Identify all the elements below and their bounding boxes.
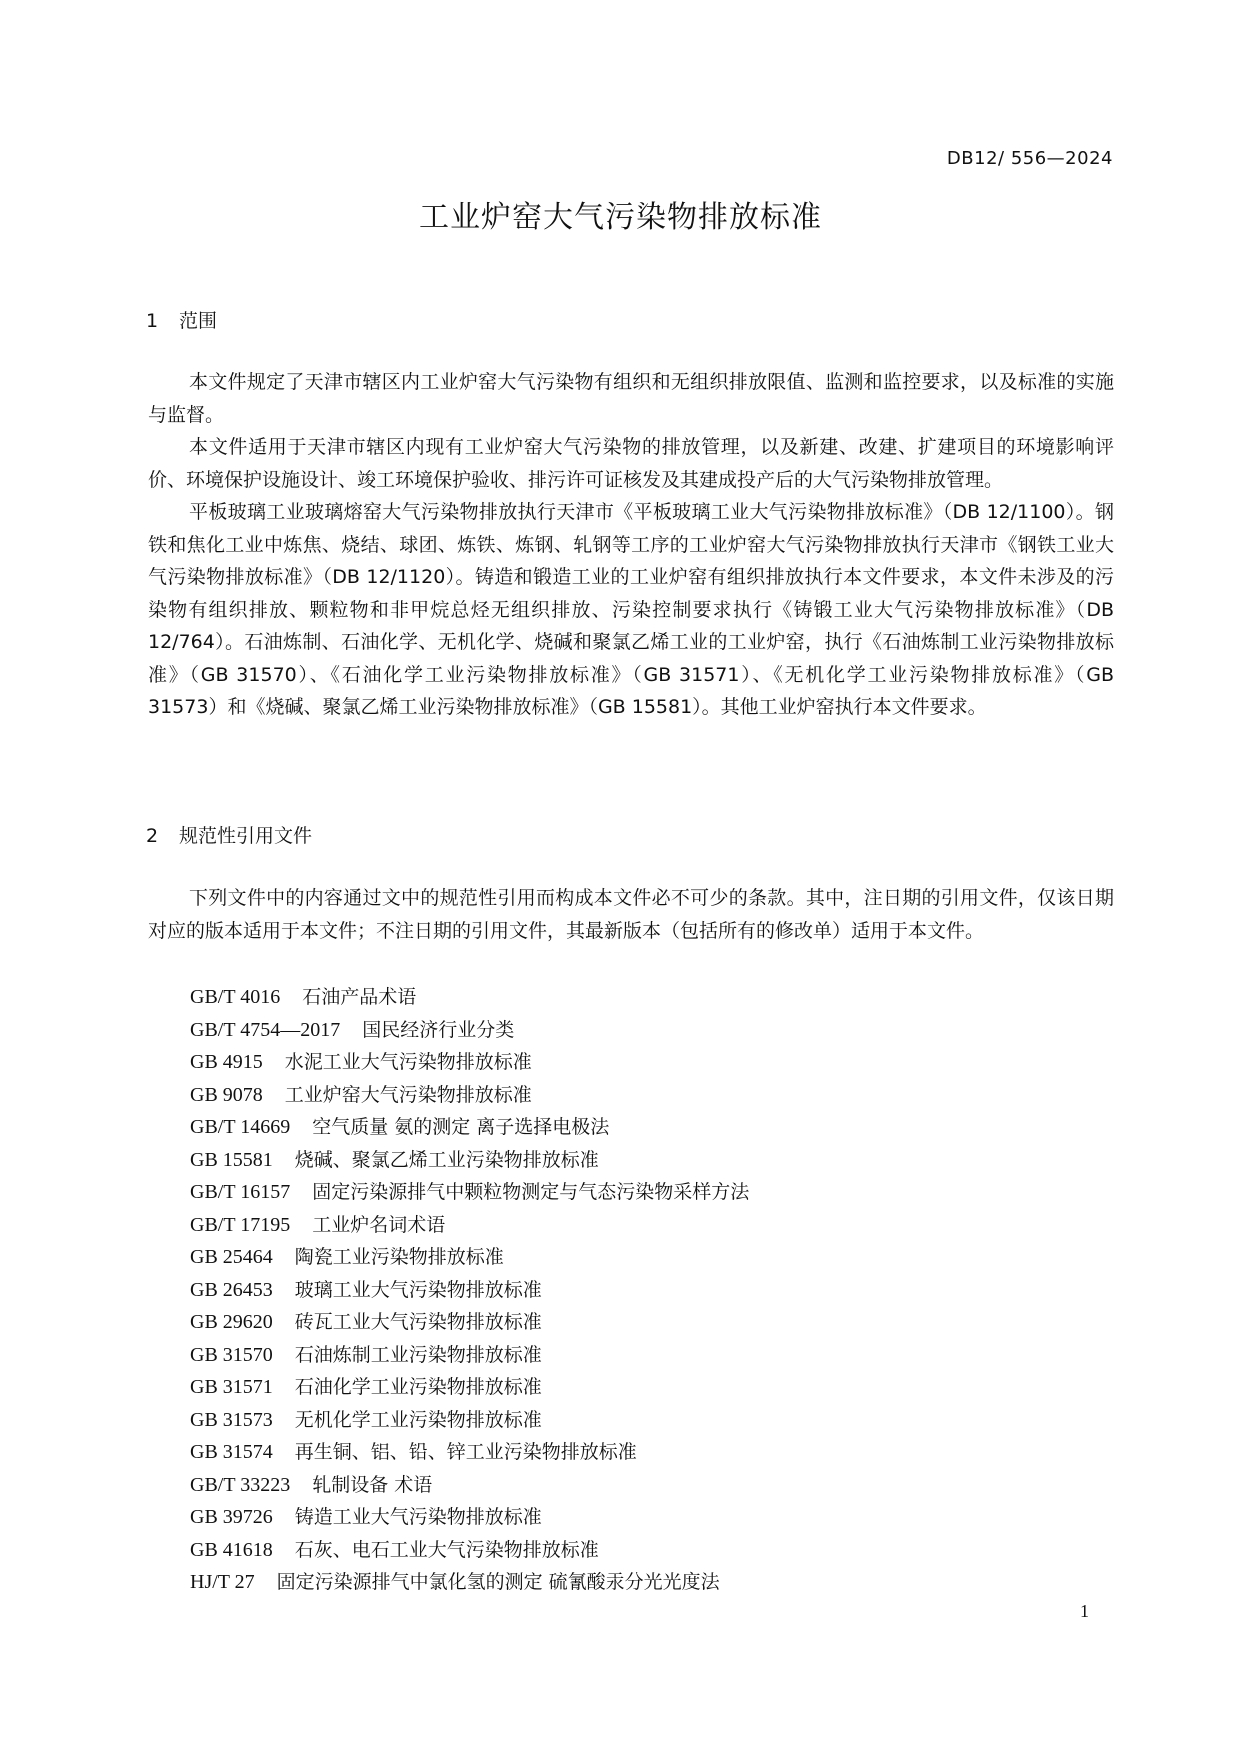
reference-item (190, 1469, 749, 1502)
reference-code: GB 41618 (190, 1538, 273, 1561)
reference-item (190, 1241, 749, 1274)
section-number: 2 (146, 825, 159, 847)
reference-item (190, 981, 749, 1014)
reference-title: 石灰、电石工业大气污染物排放标准 (294, 1538, 599, 1561)
section-body-scope (148, 366, 1114, 724)
reference-item (190, 1501, 749, 1534)
reference-item (190, 1371, 749, 1404)
reference-item (190, 1274, 749, 1307)
paragraph: 本文件规定了天津市辖区内工业炉窑大气污染物有组织和无组织排放限值、监测和监控要求，以及标准的实施与监督。 (148, 371, 1114, 426)
reference-title: 烧碱、聚氯乙烯工业污染物排放标准 (294, 1148, 599, 1171)
reference-title: 轧制设备 术语 (312, 1473, 433, 1496)
reference-code: GB 9078 (190, 1083, 263, 1106)
reference-item (190, 1111, 749, 1144)
section-heading-scope (146, 306, 217, 333)
paragraph: 下列文件中的内容通过文中的规范性引用而构成本文件必不可少的条款。其中，注日期的引用文件，仅该日期对应的版本适用于本文件；不注日期的引用文件，其最新版本（包括所有的修改单）适用于本文件。 (148, 887, 1114, 942)
section-title: 规范性引用文件 (179, 825, 313, 847)
reference-code: GB 31573 (190, 1408, 273, 1431)
reference-code: GB 26453 (190, 1278, 273, 1301)
section-heading-normative-references (146, 821, 312, 848)
reference-item (190, 1404, 749, 1437)
reference-title: 无机化学工业污染物排放标准 (294, 1408, 542, 1431)
reference-item (190, 1046, 749, 1079)
reference-title: 工业炉名词术语 (312, 1213, 446, 1236)
reference-item (190, 1534, 749, 1567)
reference-code: GB/T 4016 (190, 986, 281, 1008)
paragraph: 本文件适用于天津市辖区内现有工业炉窑大气污染物的排放管理，以及新建、改建、扩建项目的环境影响评价、环境保护设施设计、竣工环境保护验收、排污许可证核发及其建成投产后的大气污染物排放管理。 (148, 436, 1114, 491)
reference-code: GB 31570 (190, 1343, 273, 1366)
reference-item (190, 1209, 749, 1242)
reference-item (190, 1144, 749, 1177)
reference-code: GB/T 4754—2017 (190, 1018, 341, 1041)
reference-code: HJ/T 27 (190, 1571, 255, 1593)
reference-code: GB/T 17195 (190, 1213, 291, 1236)
reference-item (190, 1566, 749, 1599)
reference-title: 再生铜、铝、铅、锌工业污染物排放标准 (294, 1441, 637, 1463)
reference-code: GB 29620 (190, 1311, 273, 1333)
reference-title: 国民经济行业分类 (362, 1018, 515, 1041)
reference-code: GB 25464 (190, 1246, 273, 1268)
reference-title: 石油化学工业污染物排放标准 (294, 1376, 542, 1398)
document-title: 工业炉窑大气污染物排放标准 (419, 200, 822, 235)
reference-title: 石油炼制工业污染物排放标准 (294, 1343, 542, 1366)
section-body-normative-references (148, 882, 1114, 947)
paragraph: 平板玻璃工业玻璃熔窑大气污染物排放执行天津市《平板玻璃工业大气污染物排放标准》（DB 12/1100）。钢铁和焦化工业中炼焦、烧结、球团、炼铁、炼钢、轧钢等工序的工业炉窑大气污染物排放执行天津市《钢铁工业大气污染物排放标准》（DB 12/1120）。铸造和锻造工业的工业炉窑有组织排放执行本文件要求，本文件未涉及的污染物有组织排放、颗粒物和非甲烷总烃无组织排放、污染控制要求执行《铸锻工业大气污染物排放标准》（DB 12/764）。石油炼制、石油化学、无机化学、烧碱和聚氯乙烯工业的工业炉窑，执行《石油炼制工业污染物排放标准》（GB 31570）、《石油化学工业污染物排放标准》（GB 31571）、《无机化学工业污染物排放标准》（GB 31573）和《烧碱、聚氯乙烯工业污染物排放标准》（GB 15581）。其他工业炉窑执行本文件要求。 (148, 501, 1114, 718)
reference-title: 玻璃工业大气污染物排放标准 (294, 1278, 542, 1301)
reference-title: 砖瓦工业大气污染物排放标准 (294, 1311, 542, 1333)
reference-code: GB/T 16157 (190, 1181, 291, 1203)
reference-item (190, 1436, 749, 1469)
reference-list (190, 981, 749, 1599)
section-number: 1 (146, 310, 159, 332)
reference-title: 固定污染源排气中颗粒物测定与气态污染物采样方法 (312, 1181, 750, 1203)
reference-code: GB 4915 (190, 1051, 263, 1073)
reference-item (190, 1339, 749, 1372)
reference-code: GB/T 14669 (190, 1116, 291, 1138)
reference-title: 固定污染源排气中氯化氢的测定 硫氰酸汞分光光度法 (276, 1571, 720, 1593)
page-number: 1 (1080, 1601, 1089, 1621)
reference-title: 空气质量 氨的测定 离子选择电极法 (312, 1116, 610, 1138)
reference-item (190, 1306, 749, 1339)
reference-item (190, 1014, 749, 1047)
reference-code: GB 31571 (190, 1376, 273, 1398)
document-code: DB12/ 556—2024 (946, 148, 1113, 169)
reference-title: 水泥工业大气污染物排放标准 (284, 1051, 532, 1073)
reference-code: GB 39726 (190, 1506, 273, 1528)
reference-title: 陶瓷工业污染物排放标准 (294, 1246, 504, 1268)
reference-title: 铸造工业大气污染物排放标准 (294, 1506, 542, 1528)
reference-code: GB/T 33223 (190, 1473, 291, 1496)
reference-code: GB 31574 (190, 1441, 273, 1463)
reference-title: 石油产品术语 (302, 986, 417, 1008)
reference-title: 工业炉窑大气污染物排放标准 (284, 1083, 532, 1106)
section-title: 范围 (179, 310, 218, 332)
reference-code: GB 15581 (190, 1148, 273, 1171)
reference-item (190, 1079, 749, 1112)
reference-item (190, 1176, 749, 1209)
